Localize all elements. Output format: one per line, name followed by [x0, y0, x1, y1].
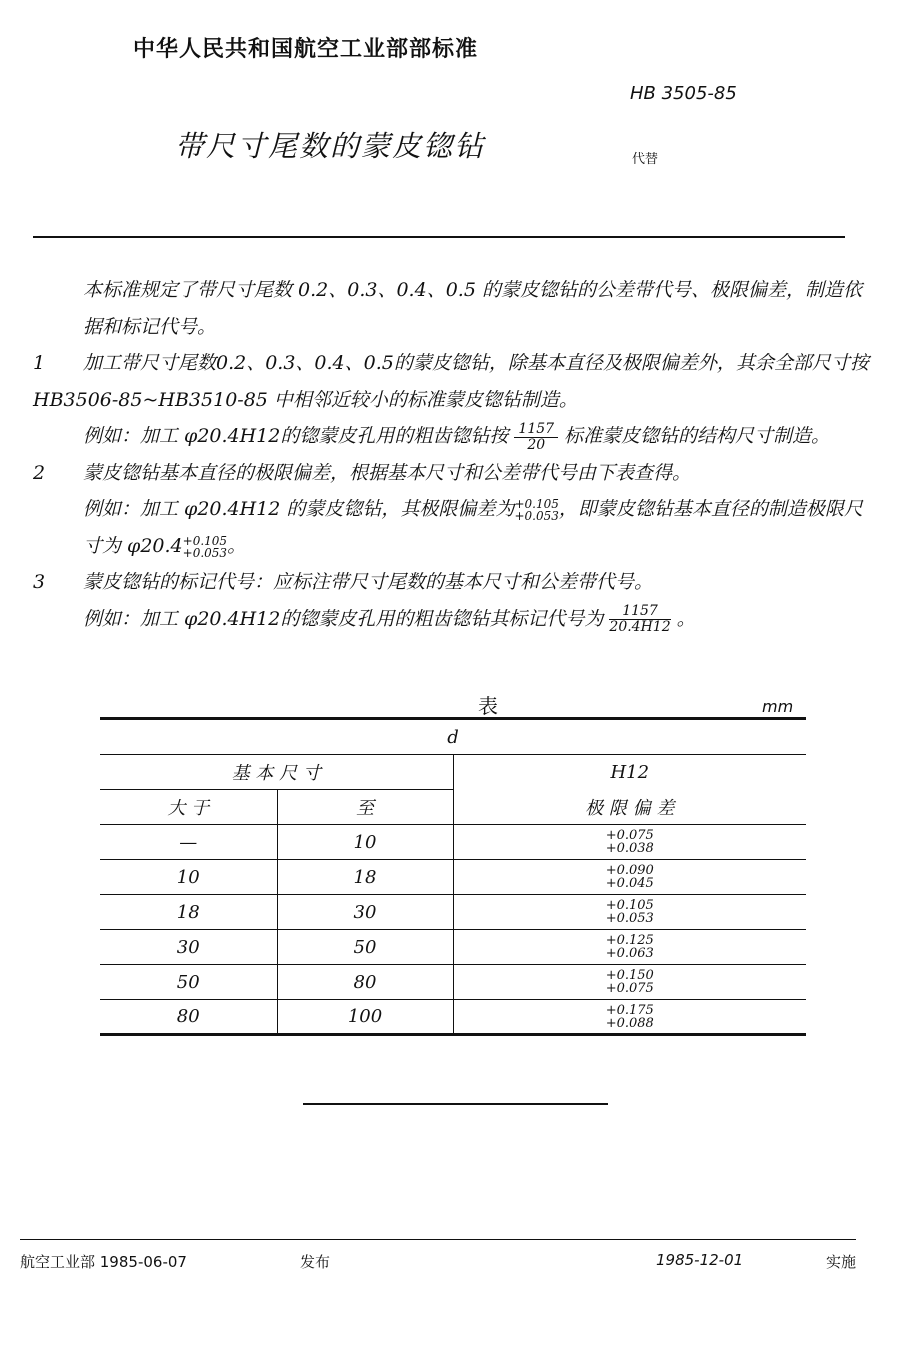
table-row	[100, 930, 806, 965]
cell-to: 50	[277, 930, 453, 965]
fraction-numerator: 1157	[514, 422, 558, 438]
table-row	[100, 1000, 806, 1035]
fraction	[609, 604, 670, 635]
document-body	[33, 272, 873, 637]
deviation-upper: +0.090	[605, 863, 654, 878]
table-row	[100, 895, 806, 930]
tolerance-upper: +0.105	[182, 533, 228, 548]
deviation-upper: +0.175	[605, 1002, 654, 1018]
example-text: 标准蒙皮锪钻的结构尺寸制造。	[564, 425, 831, 447]
cell-over: —	[100, 825, 277, 860]
effective-date: 1985-12-01	[656, 1251, 744, 1269]
deviation-lower: +0.063	[605, 946, 654, 961]
example-text: 例如：加工 φ20.4H12的锪蒙皮孔用的粗齿锪钻按	[83, 425, 509, 447]
deviation-upper: +0.125	[605, 933, 654, 948]
header-tol-class: H12	[610, 761, 650, 783]
tolerance	[514, 498, 558, 522]
table-row	[100, 860, 806, 895]
tolerance-lower: +0.053	[182, 545, 228, 560]
intro-paragraph: 本标准规定了带尺寸尾数 0.2、0.3、0.4、0.5 的蒙皮锪钻的公差带代号、极限偏差，制造依据和标记代号。	[83, 279, 862, 338]
fraction-denominator: 20.4H12	[609, 619, 671, 635]
cell-deviation	[453, 895, 806, 930]
section-text: 加工带尺寸尾数0.2、0.3、0.4、0.5的蒙皮锪钻，除基本直径及极限偏差外，其余全部尺寸按 HB3506-85~HB3510-85 中相邻近较小的标准蒙皮锪钻制造。	[33, 352, 869, 411]
header-to: 至	[277, 790, 453, 825]
cell-over: 18	[100, 895, 277, 930]
issued-label: 发布	[300, 1253, 331, 1271]
deviation-lower: +0.053	[605, 911, 654, 926]
issuer-date: 航空工业部 1985-06-07	[20, 1253, 187, 1271]
deviation-lower: +0.045	[605, 876, 654, 891]
table-symbol: d	[100, 719, 806, 755]
cell-to: 18	[277, 860, 453, 895]
section-2-example	[33, 491, 873, 564]
document-title: 带尺寸尾数的蒙皮锪钻	[175, 129, 486, 163]
section-1-example	[33, 418, 873, 455]
header-divider	[33, 236, 845, 238]
table-row	[100, 965, 806, 1000]
example-text: 例如：加工 φ20.4H12的锪蒙皮孔用的粗齿锪钻其标记代号为	[83, 607, 604, 630]
deviation-lower: +0.038	[605, 841, 654, 856]
standard-code: HB 3505-85	[630, 83, 737, 104]
fraction-numerator: 1157	[609, 604, 670, 620]
example-text: ，即蒙皮锪钻基本直径的制造极限尺寸为 φ20.4	[83, 498, 863, 557]
cell-to: 80	[277, 965, 453, 1000]
end-divider	[303, 1103, 608, 1105]
cell-deviation	[453, 930, 806, 965]
section-3-example	[33, 601, 873, 638]
fraction	[514, 422, 558, 453]
deviation-upper: +0.105	[605, 898, 654, 913]
table-caption: 表	[478, 694, 498, 718]
cell-to: 10	[277, 825, 453, 860]
footer-divider	[20, 1239, 856, 1240]
section-text: 蒙皮锪钻的标记代号：应标注带尺寸尾数的基本尺寸和公差带代号。	[83, 571, 654, 593]
section-number: 1	[33, 352, 46, 374]
table-row	[100, 825, 806, 860]
deviation-upper: +0.075	[605, 828, 654, 843]
tolerance	[183, 535, 227, 559]
header-basic-size: 基 本 尺 寸	[100, 755, 453, 790]
example-text: 例如：加工 φ20.4H12 的蒙皮锪钻，其极限偏差为	[83, 498, 515, 520]
cell-deviation	[453, 965, 806, 1000]
replaces-label: 代替	[632, 152, 659, 167]
section-2	[33, 455, 873, 492]
cell-deviation	[453, 825, 806, 860]
deviation-lower: +0.075	[605, 981, 654, 996]
cell-deviation	[453, 1000, 806, 1035]
deviation-upper: +0.150	[605, 968, 654, 983]
section-text: 蒙皮锪钻基本直径的极限偏差，根据基本尺寸和公差带代号由下表查得。	[83, 461, 692, 484]
example-text: 。	[227, 534, 247, 557]
section-number: 3	[33, 571, 46, 593]
header-over: 大 于	[100, 790, 277, 825]
effective-label: 实施	[826, 1253, 857, 1271]
cell-over: 50	[100, 965, 277, 1000]
cell-over: 10	[100, 860, 277, 895]
cell-to: 30	[277, 895, 453, 930]
deviation-lower: +0.088	[605, 1015, 654, 1031]
cell-over: 30	[100, 930, 277, 965]
tolerance-lower: +0.053	[514, 509, 559, 523]
fraction-denominator: 20	[527, 436, 546, 453]
section-number: 2	[33, 461, 46, 484]
section-3	[33, 564, 873, 601]
section-1	[33, 345, 873, 418]
cell-to: 100	[277, 1000, 453, 1035]
tolerance-upper: +0.105	[514, 497, 559, 511]
table-unit: mm	[762, 697, 794, 716]
cell-over: 80	[100, 1000, 277, 1035]
organization-header: 中华人民共和国航空工业部部标准	[133, 37, 479, 62]
tolerance-table	[100, 717, 806, 1036]
cell-deviation	[453, 860, 806, 895]
example-text: 。	[676, 607, 696, 630]
header-limit-deviation: 极 限 偏 差	[453, 790, 806, 825]
